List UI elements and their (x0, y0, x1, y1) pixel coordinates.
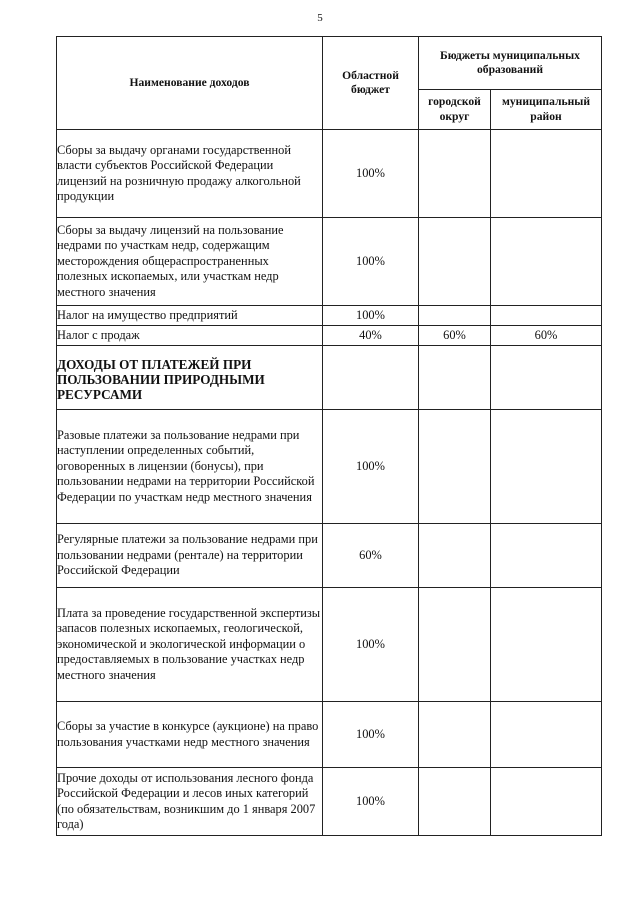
revenue-name-cell: Налог с продаж (57, 326, 323, 346)
table-row (57, 130, 602, 218)
table-row (57, 702, 602, 768)
urban-share-cell (419, 524, 491, 588)
regional-share-cell: 40% (323, 326, 419, 346)
regional-share-cell (323, 346, 419, 410)
revenue-name-cell: Сборы за выдачу лицензий на пользование недрами по участкам недр, содержащим месторождения общераспространенных полезных ископаемых, или участкам недр местного значения (57, 218, 323, 306)
urban-share-cell (419, 346, 491, 410)
regional-share-cell: 100% (323, 588, 419, 702)
table-row (57, 218, 602, 306)
regional-share-cell: 100% (323, 130, 419, 218)
urban-share-cell (419, 410, 491, 524)
table-row (57, 326, 602, 346)
table-row (57, 588, 602, 702)
table-row (57, 346, 602, 410)
page-number: 5 (317, 12, 323, 24)
table-row (57, 524, 602, 588)
urban-share-cell (419, 218, 491, 306)
regional-share-cell: 100% (323, 218, 419, 306)
revenue-name-cell: Сборы за участие в конкурсе (аукционе) на право пользования участками недр местного значения (57, 702, 323, 768)
revenue-name-cell: Сборы за выдачу органами государственной власти субъектов Российской Федерации лицензий на розничную продажу алкогольной продукции (57, 130, 323, 218)
revenue-distribution-table (56, 36, 602, 836)
revenue-name-cell: Плата за проведение государственной экспертизы запасов полезных ископаемых, геологической, экономической и экологической информации о предоставляемых в пользование участках недр местного значения (57, 588, 323, 702)
district-share-cell (491, 306, 602, 326)
regional-share-cell: 60% (323, 524, 419, 588)
regional-share-cell: 100% (323, 306, 419, 326)
revenue-name-cell: Прочие доходы от использования лесного фонда Российской Федерации и лесов иных категорий (по обязательствам, возникшим до 1 января 2007 года) (57, 768, 323, 836)
district-share-cell: 60% (491, 326, 602, 346)
district-share-cell (491, 346, 602, 410)
table-row (57, 306, 602, 326)
regional-share-cell: 100% (323, 702, 419, 768)
table-body (57, 130, 602, 836)
header-regional-budget: Областной бюджет (323, 37, 419, 130)
district-share-cell (491, 218, 602, 306)
district-share-cell (491, 588, 602, 702)
district-share-cell (491, 702, 602, 768)
header-municipal-district: муниципальный район (491, 90, 602, 130)
urban-share-cell: 60% (419, 326, 491, 346)
district-share-cell (491, 410, 602, 524)
revenue-name-cell: Разовые платежи за пользование недрами при наступлении определенных событий, оговоренных в лицензии (бонусы), при пользовании недрами на территории Российской Федерации по участкам недр местного значения (57, 410, 323, 524)
header-revenue-name: Наименование доходов (57, 37, 323, 130)
urban-share-cell (419, 702, 491, 768)
urban-share-cell (419, 588, 491, 702)
urban-share-cell (419, 306, 491, 326)
urban-share-cell (419, 130, 491, 218)
header-urban-district: городской округ (419, 90, 491, 130)
table-row (57, 768, 602, 836)
regional-share-cell: 100% (323, 410, 419, 524)
table-row (57, 410, 602, 524)
district-share-cell (491, 524, 602, 588)
revenue-name-cell: Регулярные платежи за пользование недрами при пользовании недрами (рентале) на территории Российской Федерации (57, 524, 323, 588)
revenue-name-cell: ДОХОДЫ ОТ ПЛАТЕЖЕЙ ПРИ ПОЛЬЗОВАНИИ ПРИРОДНЫМИ РЕСУРСАМИ (57, 346, 323, 410)
header-municipal-budgets: Бюджеты муниципальных образований (419, 37, 602, 90)
urban-share-cell (419, 768, 491, 836)
district-share-cell (491, 130, 602, 218)
district-share-cell (491, 768, 602, 836)
revenue-name-cell: Налог на имущество предприятий (57, 306, 323, 326)
regional-share-cell: 100% (323, 768, 419, 836)
